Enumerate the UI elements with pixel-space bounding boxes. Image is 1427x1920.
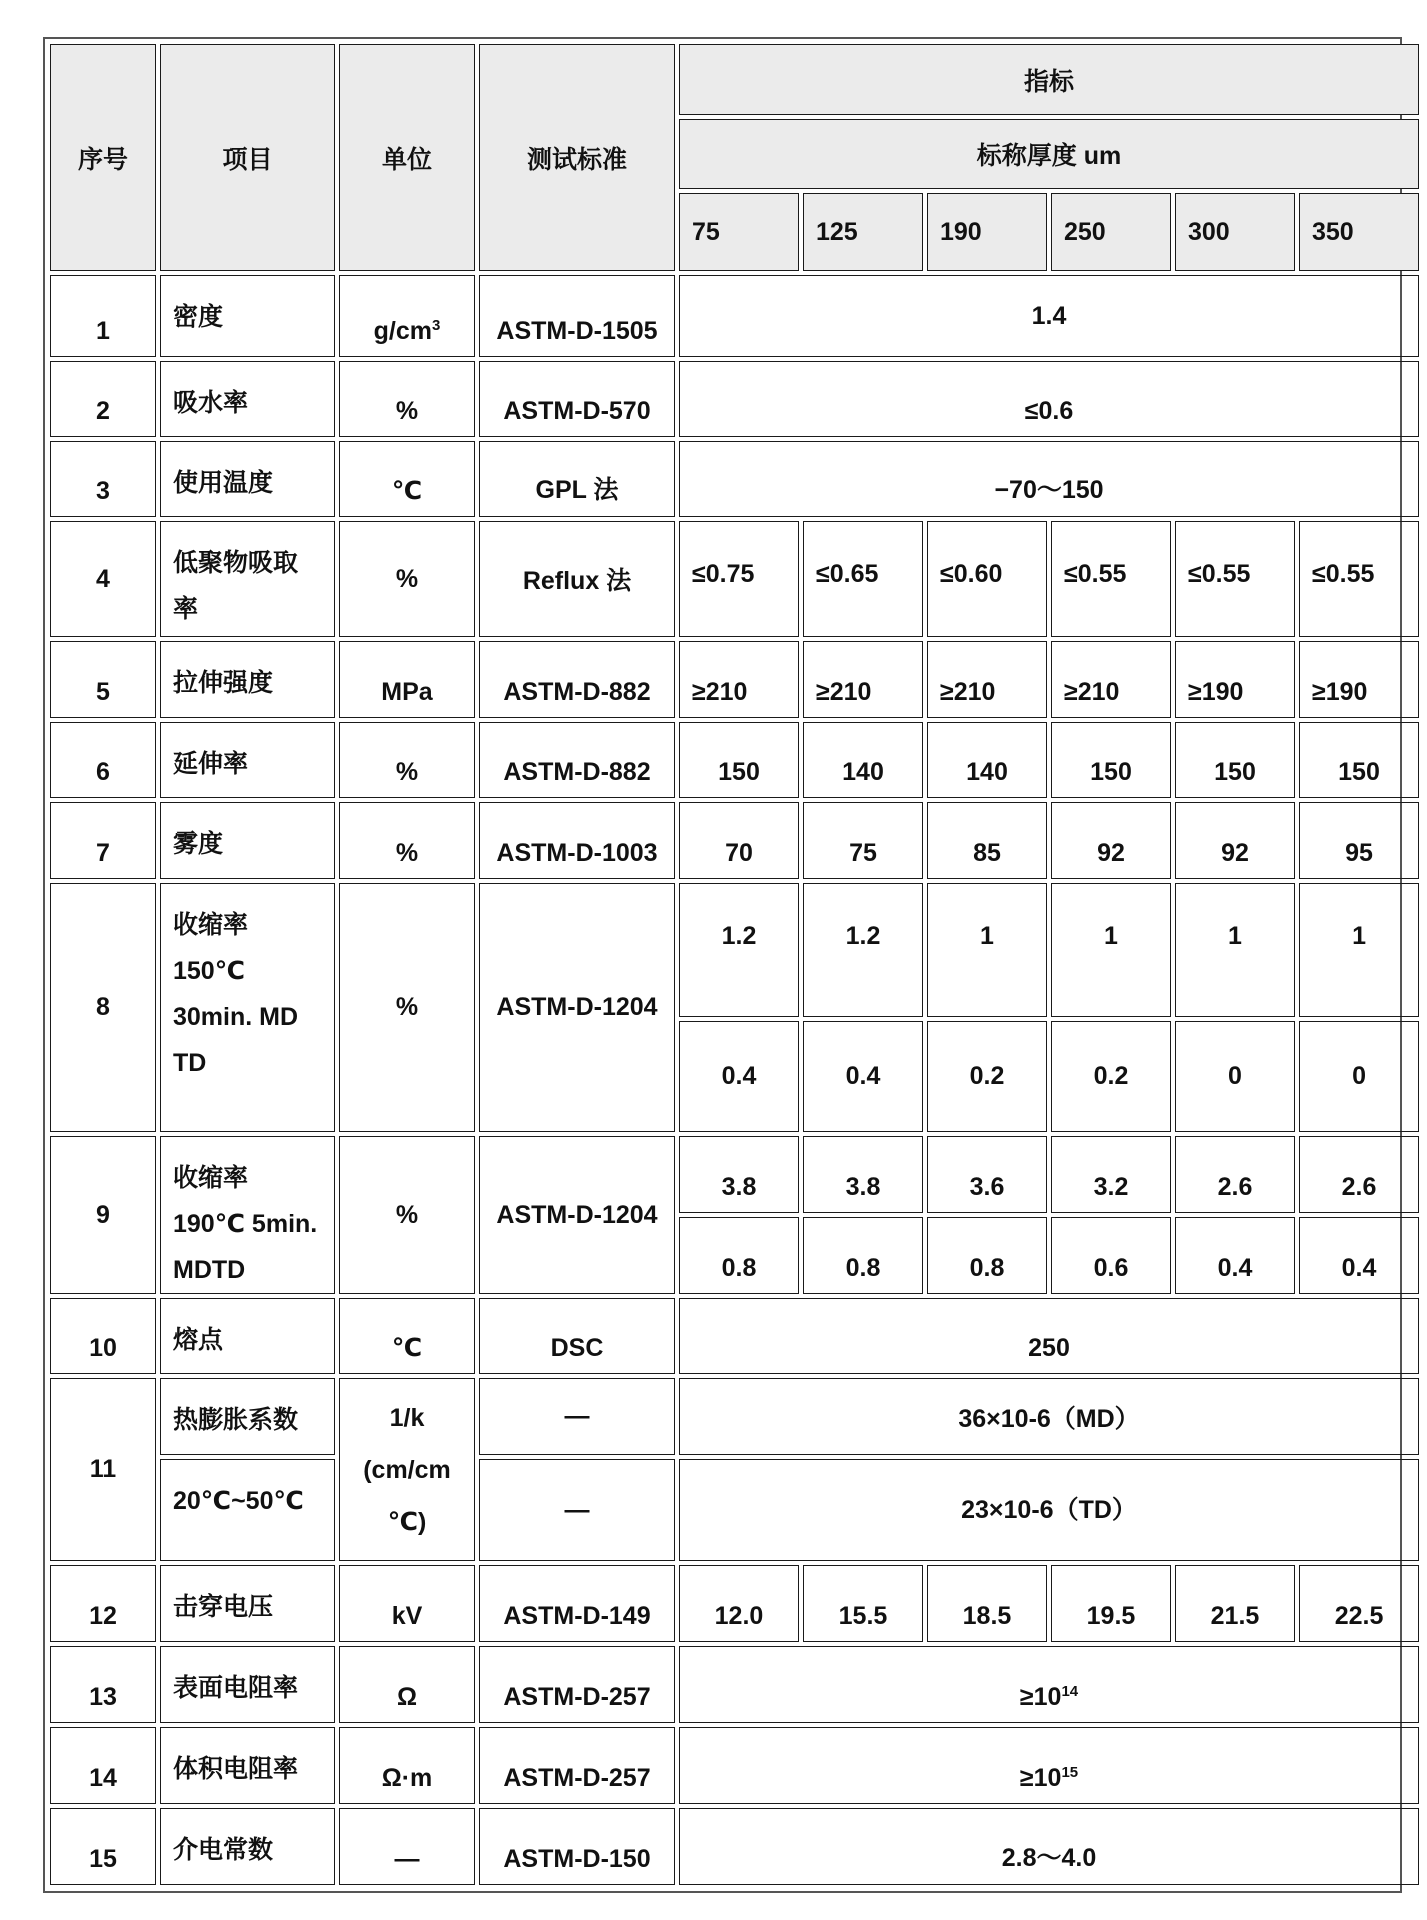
thickness-190: 190 (927, 193, 1047, 271)
header-thickness: 标称厚度 um (679, 119, 1419, 189)
td-value-cell: 0.2 (927, 1021, 1047, 1132)
md-value-cell: 1 (1175, 883, 1295, 1017)
td-value-cell: 0.2 (1051, 1021, 1171, 1132)
td-value-cell: 0 (1299, 1021, 1419, 1132)
value-cell: 1.4 (679, 275, 1419, 357)
value-cell: 150 (679, 722, 799, 798)
value-cell: 250 (679, 1298, 1419, 1374)
header-indicator: 指标 (679, 44, 1419, 115)
md-value-cell: 3.2 (1051, 1136, 1171, 1213)
standard-cell: ASTM-D-149 (479, 1565, 675, 1642)
table-row (50, 1727, 1419, 1804)
row-number: 7 (50, 802, 156, 879)
row-number: 10 (50, 1298, 156, 1374)
standard-cell: ASTM-D-570 (479, 361, 675, 437)
md-value-cell: 3.8 (679, 1136, 799, 1213)
item-name: 表面电阻率 (160, 1646, 335, 1723)
thickness-300: 300 (1175, 193, 1295, 271)
row-number: 11 (50, 1378, 156, 1561)
td-value-cell: 0.4 (679, 1021, 799, 1132)
value-cell: ≥210 (927, 641, 1047, 718)
value-cell: 2.8～4.0 (679, 1808, 1419, 1885)
standard-cell: ASTM-D-150 (479, 1808, 675, 1885)
value-cell: 150 (1175, 722, 1295, 798)
value-cell: 92 (1051, 802, 1171, 879)
unit-cell: 1/k (cm/cm ℃) (339, 1378, 475, 1561)
value-cell: ≤0.6 (679, 361, 1419, 437)
standard-cell: GPL 法 (479, 441, 675, 517)
value-cell: 12.0 (679, 1565, 799, 1642)
td-value-cell: 0.4 (803, 1021, 923, 1132)
item-name: 延伸率 (160, 722, 335, 798)
value-cell: 15.5 (803, 1565, 923, 1642)
item-name: 雾度 (160, 802, 335, 879)
header-seq: 序号 (50, 44, 156, 271)
standard-cell: — (479, 1378, 675, 1455)
row-number: 4 (50, 521, 156, 637)
row-number: 8 (50, 883, 156, 1132)
item-name: 吸水率 (160, 361, 335, 437)
header-unit: 单位 (339, 44, 475, 271)
standard-cell: DSC (479, 1298, 675, 1374)
standard-cell: ASTM-D-257 (479, 1727, 675, 1804)
unit-cell: Ω·m (339, 1727, 475, 1804)
standard-cell: ASTM-D-882 (479, 641, 675, 718)
value-cell: $\ge 10^{15}$ (679, 1727, 1419, 1804)
table-row (50, 1298, 1419, 1374)
value-cell: ≤0.55 (1299, 521, 1419, 637)
td-value-cell: 0.4 (1175, 1217, 1295, 1294)
td-value-cell: 0.4 (1299, 1217, 1419, 1294)
unit-cell: % (339, 802, 475, 879)
thickness-350: 350 (1299, 193, 1419, 271)
value-cell: 23×10-6（TD） (679, 1459, 1419, 1561)
item-name: 热膨胀系数 (160, 1378, 335, 1455)
standard-cell: Reflux 法 (479, 521, 675, 637)
thickness-250: 250 (1051, 193, 1171, 271)
value-cell: 140 (803, 722, 923, 798)
value-cell: 92 (1175, 802, 1295, 879)
unit-cell: % (339, 722, 475, 798)
table-row (50, 1646, 1419, 1723)
value-cell: ≤0.55 (1051, 521, 1171, 637)
row-number: 15 (50, 1808, 156, 1885)
standard-cell: — (479, 1459, 675, 1561)
standard-cell: ASTM-D-1505 (479, 275, 675, 357)
table-row (50, 521, 1419, 637)
md-value-cell: 3.8 (803, 1136, 923, 1213)
table-row (50, 1378, 1419, 1455)
value-cell: 95 (1299, 802, 1419, 879)
unit-cell: — (339, 1808, 475, 1885)
md-value-cell: 3.6 (927, 1136, 1047, 1213)
value-cell: ≤0.65 (803, 521, 923, 637)
value-cell: 150 (1051, 722, 1171, 798)
md-value-cell: 1 (1299, 883, 1419, 1017)
value-cell: 85 (927, 802, 1047, 879)
table-row (50, 441, 1419, 517)
item-name: 介电常数 (160, 1808, 335, 1885)
unit-cell: Ω (339, 1646, 475, 1723)
unit-cell: % (339, 883, 475, 1132)
unit-cell: $g/cm^3$ (339, 275, 475, 357)
value-cell: 140 (927, 722, 1047, 798)
value-cell: −70～150 (679, 441, 1419, 517)
md-value-cell: 1.2 (679, 883, 799, 1017)
unit-cell: % (339, 1136, 475, 1294)
value-cell: 36×10-6（MD） (679, 1378, 1419, 1455)
row-number: 3 (50, 441, 156, 517)
standard-cell: ASTM-D-882 (479, 722, 675, 798)
value-cell: ≥210 (803, 641, 923, 718)
value-cell: $\ge 10^{14}$ (679, 1646, 1419, 1723)
td-value-cell: 0.8 (679, 1217, 799, 1294)
standard-cell: ASTM-D-1204 (479, 883, 675, 1132)
table-row (50, 883, 1419, 1017)
value-cell: 19.5 (1051, 1565, 1171, 1642)
unit-cell: % (339, 361, 475, 437)
td-value-cell: 0.6 (1051, 1217, 1171, 1294)
row-number: 13 (50, 1646, 156, 1723)
unit-cell: % (339, 521, 475, 637)
md-value-cell: 1.2 (803, 883, 923, 1017)
table-row (50, 722, 1419, 798)
unit-cell: MPa (339, 641, 475, 718)
thickness-125: 125 (803, 193, 923, 271)
md-value-cell: 1 (927, 883, 1047, 1017)
md-value-cell: 1 (1051, 883, 1171, 1017)
md-value-cell: 2.6 (1299, 1136, 1419, 1213)
item-name: 收缩率 150℃ 30min. MD TD (160, 883, 335, 1132)
unit-cell: ℃ (339, 1298, 475, 1374)
row-number: 14 (50, 1727, 156, 1804)
item-name: 使用温度 (160, 441, 335, 517)
value-cell: ≤0.55 (1175, 521, 1295, 637)
item-name: 体积电阻率 (160, 1727, 335, 1804)
value-cell: ≤0.75 (679, 521, 799, 637)
item-name: 密度 (160, 275, 335, 357)
item-name: 20℃~50℃ (160, 1459, 335, 1561)
td-value-cell: 0 (1175, 1021, 1295, 1132)
row-number: 12 (50, 1565, 156, 1642)
md-value-cell: 2.6 (1175, 1136, 1295, 1213)
row-number: 2 (50, 361, 156, 437)
table-row (50, 641, 1419, 718)
unit-cell: kV (339, 1565, 475, 1642)
value-cell: 22.5 (1299, 1565, 1419, 1642)
td-value-cell: 0.8 (927, 1217, 1047, 1294)
table-row (50, 361, 1419, 437)
table-row (50, 802, 1419, 879)
value-cell: 21.5 (1175, 1565, 1295, 1642)
value-cell: 150 (1299, 722, 1419, 798)
spec-table-frame (43, 37, 1402, 1893)
standard-cell: ASTM-D-1204 (479, 1136, 675, 1294)
item-name: 击穿电压 (160, 1565, 335, 1642)
value-cell: 18.5 (927, 1565, 1047, 1642)
table-row (50, 275, 1419, 357)
value-cell: ≥210 (679, 641, 799, 718)
value-cell: ≤0.60 (927, 521, 1047, 637)
row-number: 5 (50, 641, 156, 718)
table-row (50, 1808, 1419, 1885)
value-cell: ≥190 (1175, 641, 1295, 718)
spec-table (46, 40, 1423, 1889)
header-standard: 测试标准 (479, 44, 675, 271)
unit-cell: ℃ (339, 441, 475, 517)
value-cell: 75 (803, 802, 923, 879)
td-value-cell: 0.8 (803, 1217, 923, 1294)
item-name: 拉伸强度 (160, 641, 335, 718)
value-cell: ≥190 (1299, 641, 1419, 718)
item-name: 低聚物吸取 率 (160, 521, 335, 637)
row-number: 9 (50, 1136, 156, 1294)
item-name: 熔点 (160, 1298, 335, 1374)
standard-cell: ASTM-D-257 (479, 1646, 675, 1723)
thickness-75: 75 (679, 193, 799, 271)
value-cell: 70 (679, 802, 799, 879)
table-row (50, 1565, 1419, 1642)
table-row (50, 1136, 1419, 1213)
table-row (50, 1459, 1419, 1561)
row-number: 6 (50, 722, 156, 798)
header-item: 项目 (160, 44, 335, 271)
value-cell: ≥210 (1051, 641, 1171, 718)
row-number: 1 (50, 275, 156, 357)
standard-cell: ASTM-D-1003 (479, 802, 675, 879)
item-name: 收缩率 190℃ 5min. MDTD (160, 1136, 335, 1294)
